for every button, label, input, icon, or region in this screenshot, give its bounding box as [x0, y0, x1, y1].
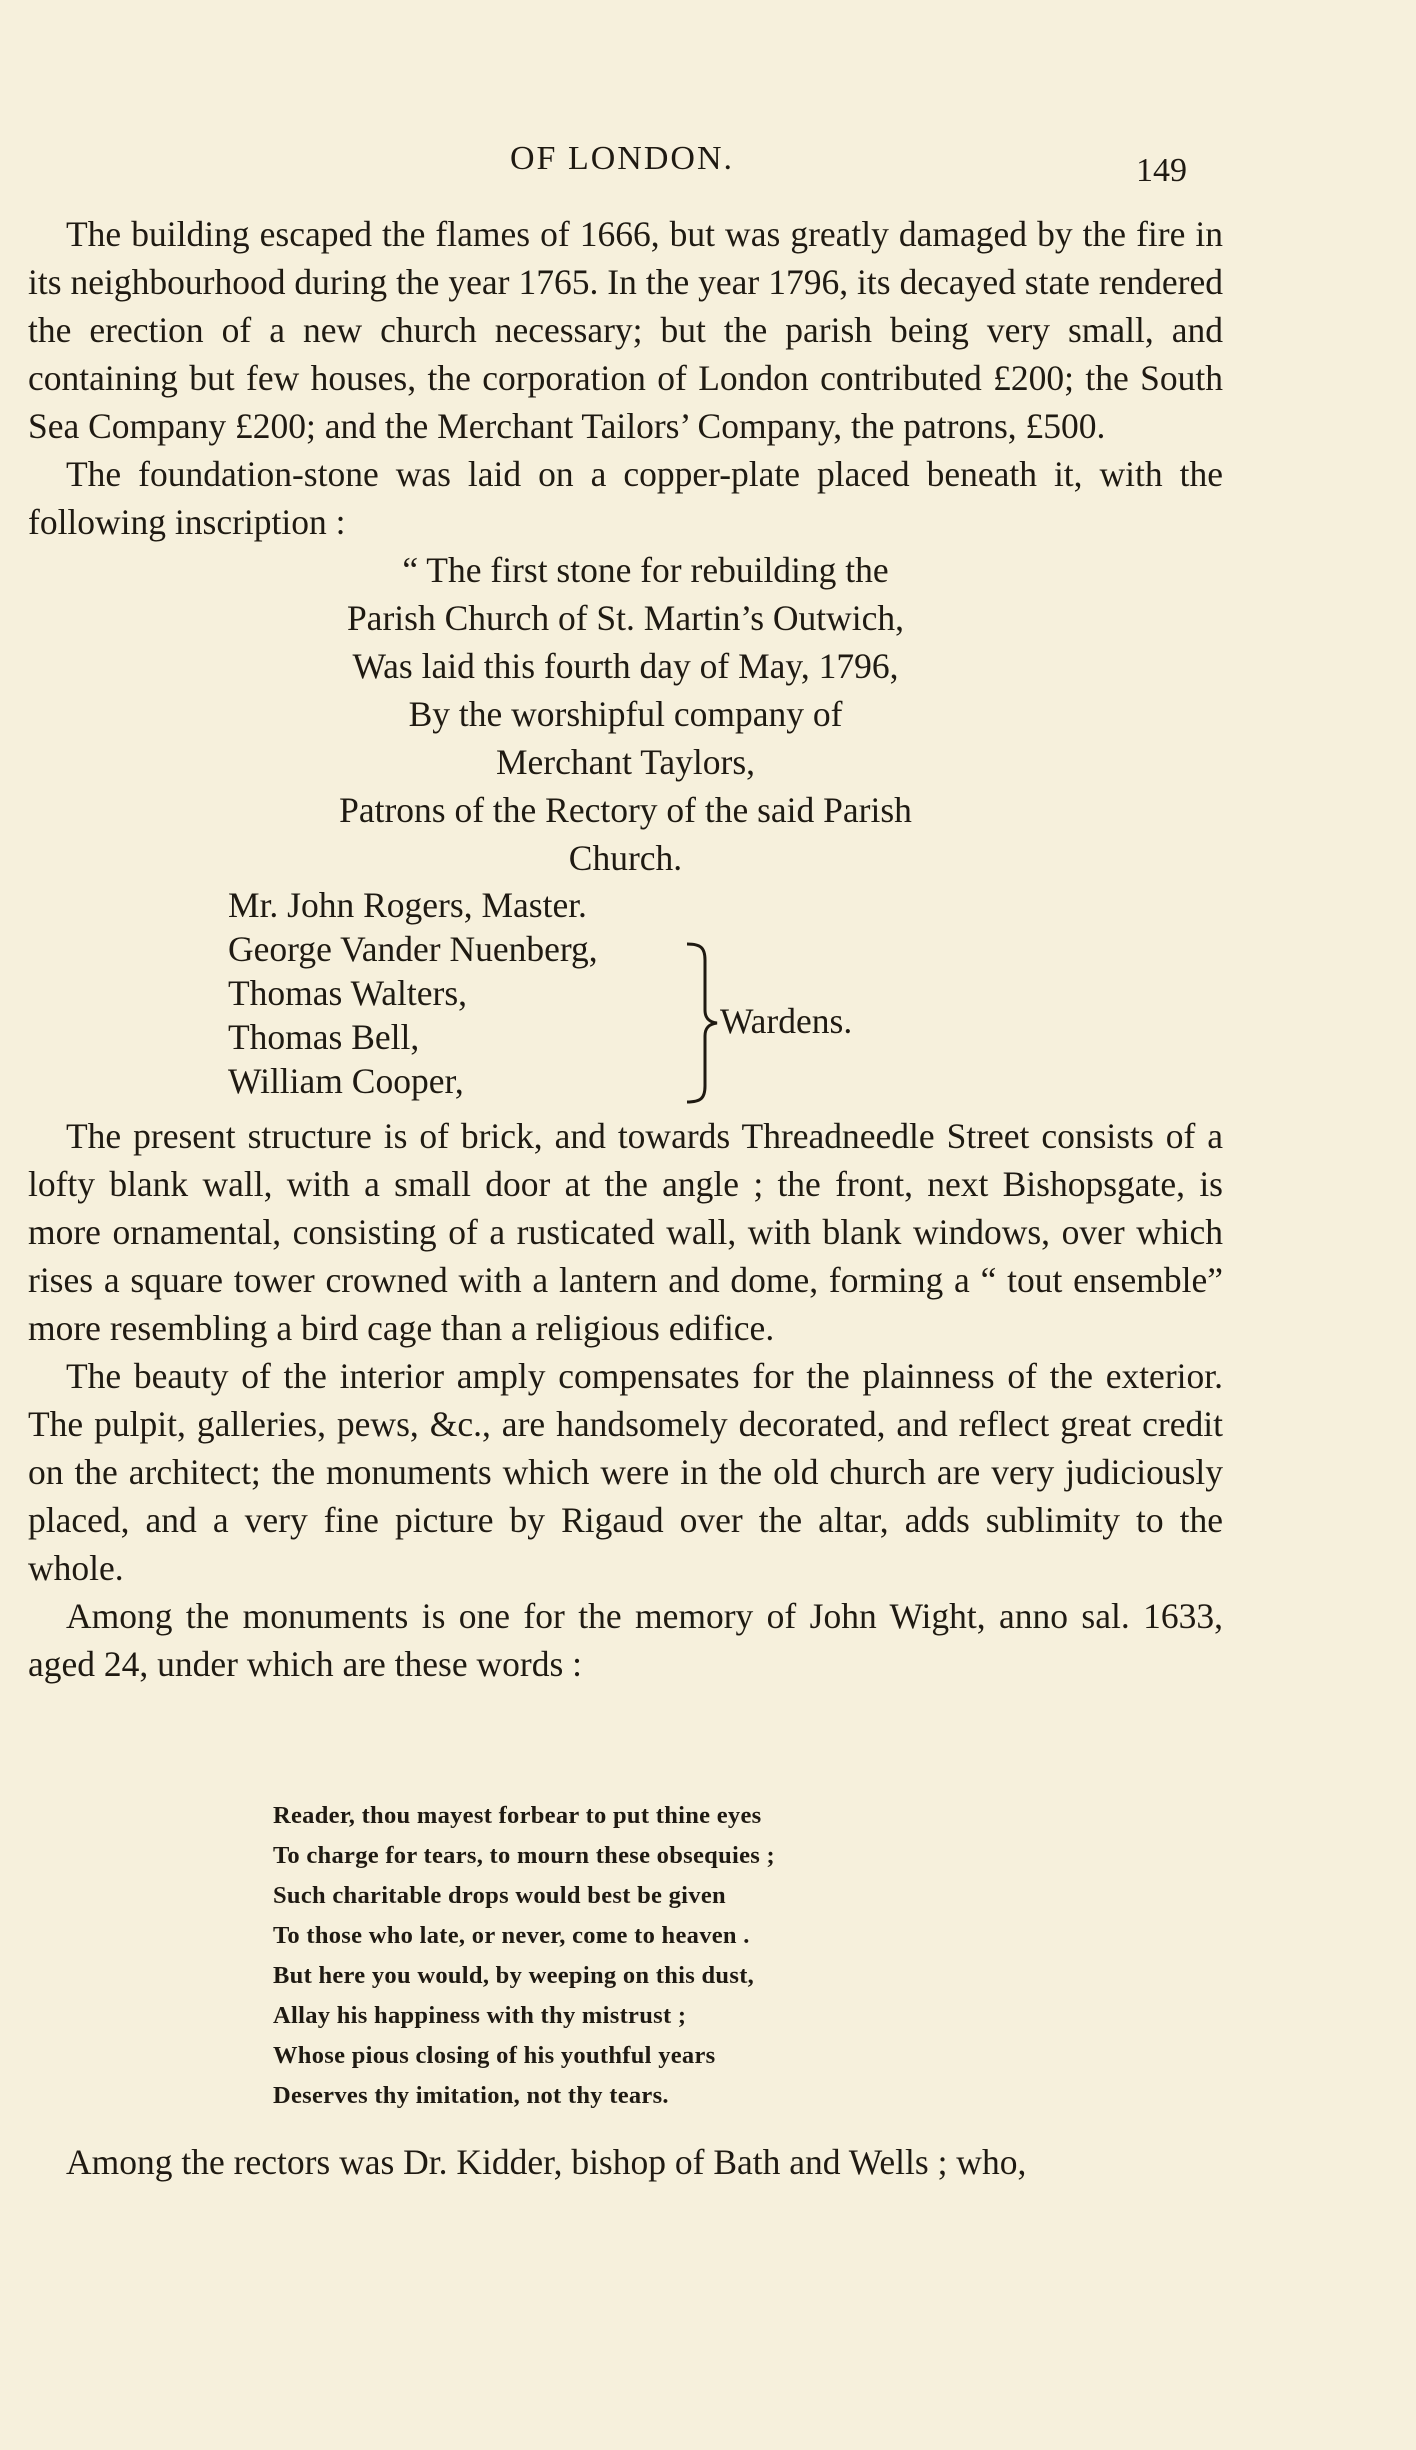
inscription-line: Patrons of the Rectory of the said Parish [339, 790, 912, 830]
inscription-line: “ The first stone for rebuilding the [402, 550, 889, 590]
officer-warden: Thomas Bell, [228, 1017, 420, 1057]
poem-line: Allay his happiness with thy mistrust ; [273, 2002, 687, 2029]
wardens-label: Wardens. [720, 1001, 853, 1041]
poem-line: Whose pious closing of his youthful years [273, 2042, 716, 2069]
epitaph-poem [273, 1796, 973, 2116]
paragraph-interior: The beauty of the interior amply compensates for the plainness of the exterior. The pulpit, galleries, pews, &c., are handsomely decorated, and reflect great credit on the architect; the monuments which were in the old church are very judiciously placed, and a very fine picture by Rigaud over the altar, adds sublimity to the whole. [28, 1356, 1223, 1588]
page-header [0, 140, 1416, 200]
curly-brace-icon [683, 940, 723, 1106]
poem-line: To charge for tears, to mourn these obsequies ; [273, 1842, 776, 1869]
running-title: OF LONDON. [510, 140, 734, 177]
inscription-line: Church. [568, 838, 683, 878]
inscription-line: Was laid this fourth day of May, 1796, [352, 646, 899, 686]
inscription-line: By the worshipful company of [408, 694, 843, 734]
officer-warden: William Cooper, [228, 1061, 464, 1101]
poem-line: But here you would, by weeping on this dust, [273, 1962, 755, 1989]
poem-line: To those who late, or never, come to heaven . [273, 1922, 750, 1949]
paragraph-foundation-stone: The foundation-stone was laid on a copper-plate placed beneath it, with the following inscription : [28, 454, 1223, 542]
paragraph-monuments: Among the monuments is one for the memory of John Wight, anno sal. 1633, aged 24, under which are these words : [28, 1596, 1223, 1684]
poem-line: Reader, thou mayest forbear to put thine eyes [273, 1802, 762, 1829]
officer-warden: Thomas Walters, [228, 973, 468, 1013]
officers-list [228, 882, 928, 1101]
poem-line: Deserves thy imitation, not thy tears. [273, 2082, 669, 2109]
inscription-line: Merchant Taylors, [495, 742, 756, 782]
paragraph-rectors: Among the rectors was Dr. Kidder, bishop of Bath and Wells ; who, [66, 2142, 1027, 2182]
paragraph-present-structure: The present structure is of brick, and towards Threadneedle Street consists of a lofty blank wall, with a small door at the angle ; the front, next Bishopsgate, is more ornamental, consisting of a rusticated wall, with blank windows, over which rises a square tower crowned with a lantern and dome, forming a “ tout ensemble” more resembling a bird cage than a religious edifice. [28, 1116, 1223, 1348]
paragraph-building-history: The building escaped the flames of 1666, but was greatly damaged by the fire in its neighbourhood during the year 1765. In the year 1796, its decayed state rendered the erection of a new church necessary; but the parish being very small, and containing but few houses, the corporation of London contributed £200; the South Sea Company £200; and the Merchant Tailors’ Company, the patrons, £500. [28, 214, 1223, 446]
inscription-line: Parish Church of St. Martin’s Outwich, [346, 598, 905, 638]
page-number: 149 [1136, 152, 1187, 189]
officer-warden: George Vander Nuenberg, [228, 929, 598, 969]
officer-master: Mr. John Rogers, Master. [228, 885, 587, 925]
foundation-inscription [28, 546, 1223, 1101]
poem-line: Such charitable drops would best be given [273, 1882, 726, 1909]
body-text [28, 210, 1223, 1688]
